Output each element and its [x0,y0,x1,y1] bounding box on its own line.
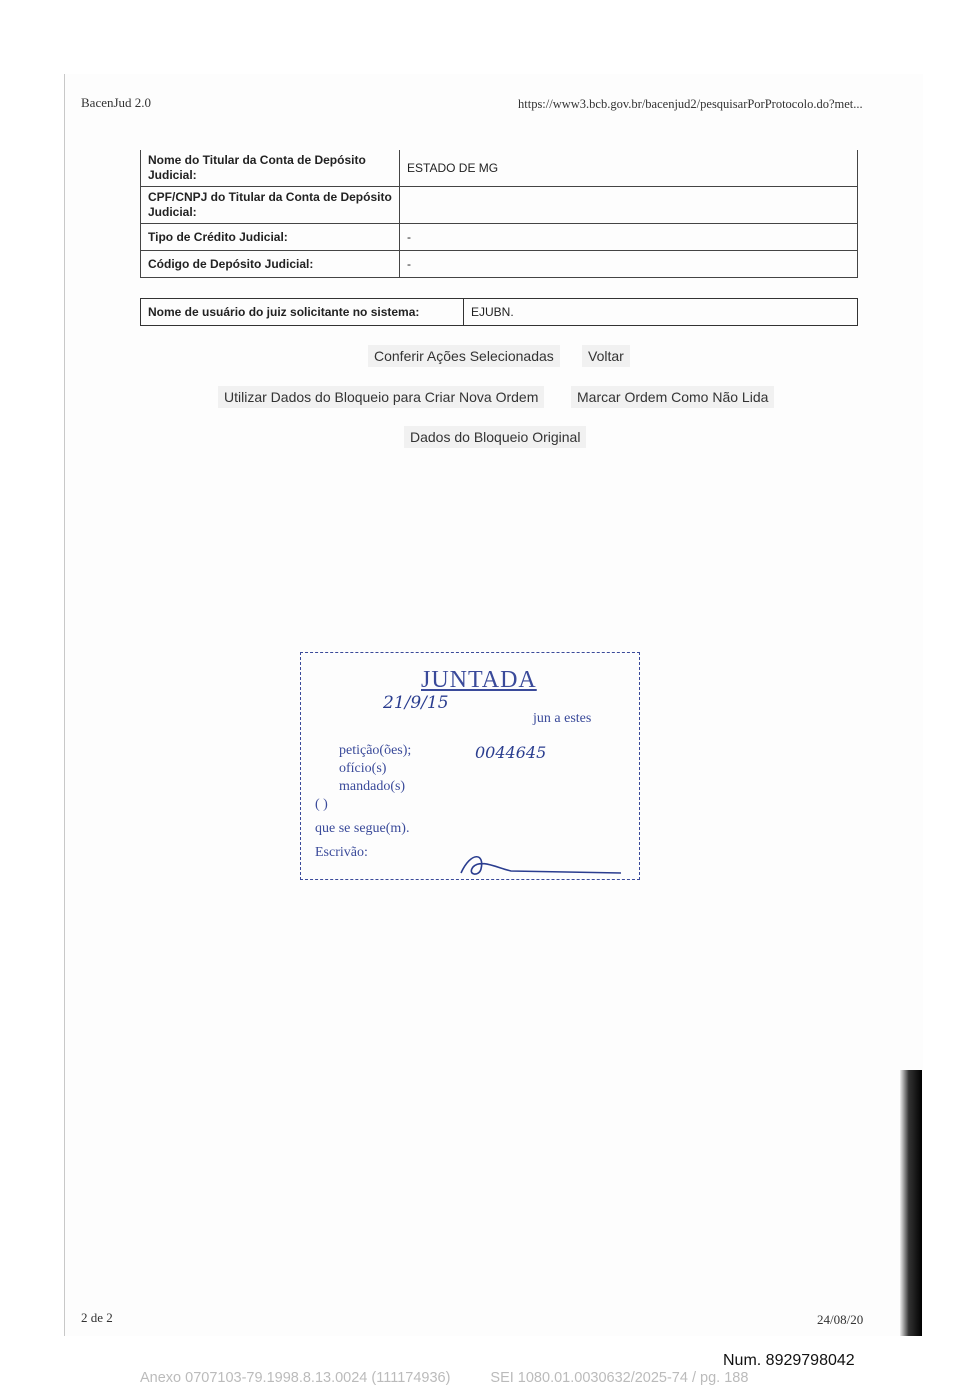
app-name: BacenJud 2.0 [81,95,152,110]
stamp-line4: mandado(s) [339,779,406,794]
row-value [400,187,858,224]
table-row [141,251,858,278]
print-date: 24/08/20 [817,1312,864,1327]
judge-user-value: EJUBN. [464,299,858,326]
judge-user-table [140,298,858,326]
row-label: Nome do Titular da Conta de Depósito Judicial: [141,150,400,187]
page-url: https://www3.bcb.gov.br/bacenjud2/pesquisarPorProtocolo.do?met... [518,97,863,111]
row-label: Tipo de Crédito Judicial: [141,224,400,251]
row-value: - [400,224,858,251]
page-counter: 2 de 2 [81,1310,113,1325]
stamp-line2: petição(ões); [339,743,412,758]
stamp-date: 21/9/15 [383,693,449,713]
stamp-line1: jun a estes [533,711,592,726]
scan-edge-shadow [900,1070,922,1336]
deposit-info-table [140,150,858,278]
row-value: - [400,251,858,278]
sei-reference: SEI 1080.01.0030632/2025-74 / pg. 188 [490,1370,749,1386]
annex-line [140,1370,748,1386]
table-row [141,224,858,251]
table-row [141,187,858,224]
row-label: CPF/CNPJ do Titular da Conta de Depósito Judicial: [141,187,400,224]
stamp-line6: que se segue(m). [315,821,410,836]
row-value: ESTADO DE MG [400,150,858,187]
juntada-stamp [300,652,640,880]
stamp-line7: Escrivão: [315,845,368,860]
table-row [141,150,858,187]
judge-user-label: Nome de usuário do juiz solicitante no sistema: [141,299,464,326]
annex-reference: Anexo 0707103-79.1998.8.13.0024 (111174936) [140,1370,451,1386]
row-label: Código de Depósito Judicial: [141,251,400,278]
stamp-line5: ( ) [315,797,328,812]
document-number: Num. 8929798042 [723,1352,855,1369]
marcar-nao-lida-button[interactable]: Marcar Ordem Como Não Lida [571,386,774,408]
voltar-button[interactable]: Voltar [582,345,630,367]
signature-icon [451,849,631,879]
stamp-line3: ofício(s) [339,761,387,776]
dados-bloqueio-original-button[interactable]: Dados do Bloqueio Original [404,426,586,448]
table-row [141,299,858,326]
stamp-number: 0044645 [475,743,547,762]
criar-nova-ordem-button[interactable]: Utilizar Dados do Bloqueio para Criar Nova Ordem [218,386,544,408]
conferir-acoes-button[interactable]: Conferir Ações Selecionadas [368,345,560,367]
stamp-title: JUNTADA [421,667,537,693]
